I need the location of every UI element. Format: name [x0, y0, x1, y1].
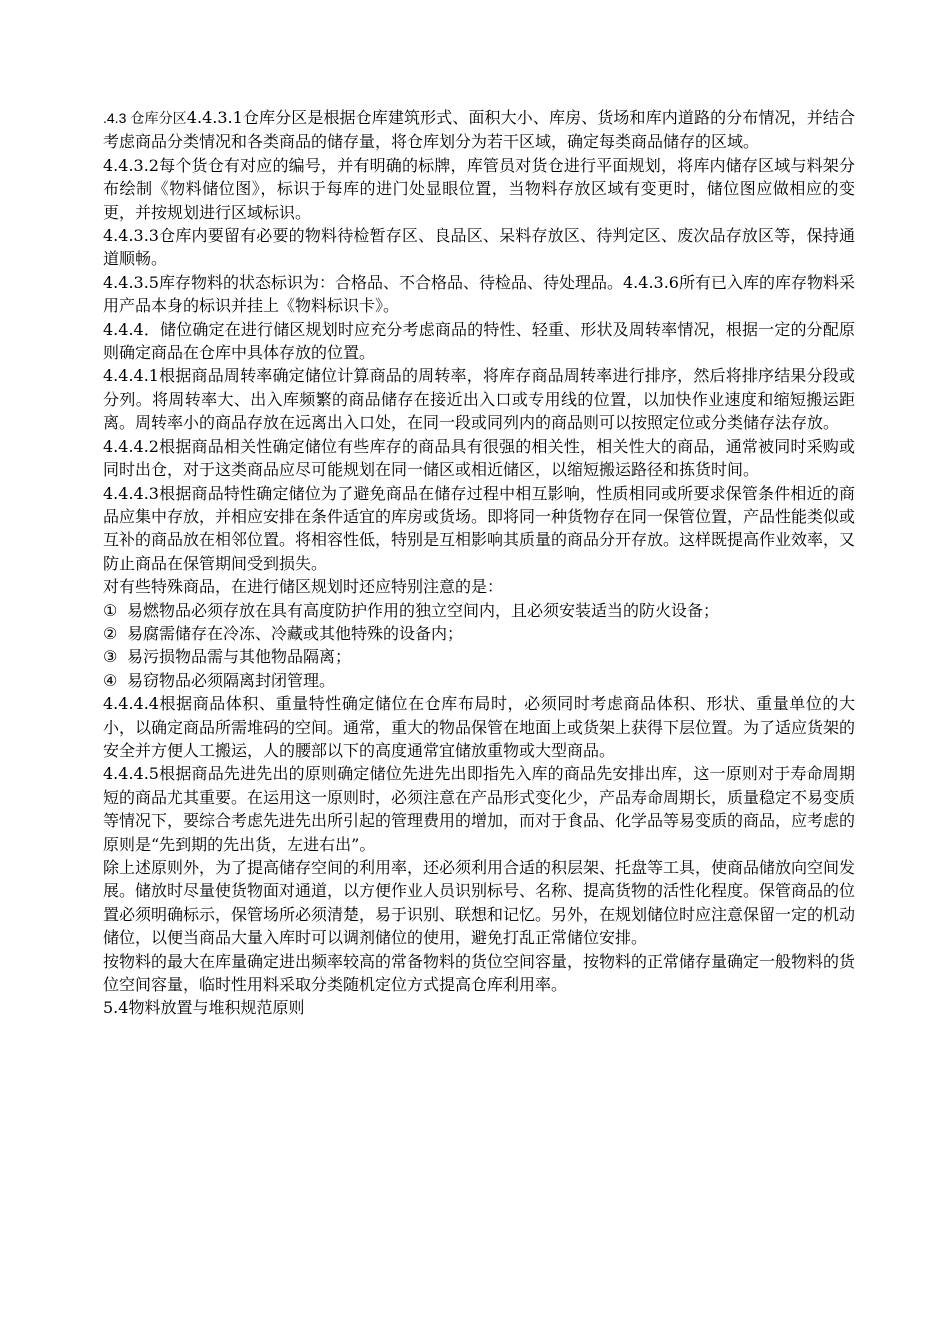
list-item-text: 易窃物品必须隔离封闭管理。	[127, 670, 336, 690]
list-marker: ④	[103, 670, 118, 690]
paragraph-correlation-rule: 4.4.4.2根据商品相关性确定储位有些库存的商品具有很强的相关性，相关性大的商品，通常被同时采购或同时出仓，对于这类商品应尽可能规划在同一储区或相近储区，以缩短搬运路径和拣货时间。	[103, 436, 855, 480]
paragraph-turnover-rule: 4.4.4.1根据商品周转率确定储位计算商品的周转率，将库存商品周转率进行排序，然后将排序结果分段或分列。将周转率大、出入库频繁的商品储存在接近出入口或专用线的位置，以加快作业速度和缩短搬运距离。周转率小的商品存放在远离出入口处，在同一段或同列内的商品则可以按照定位或分类储存法存放。	[103, 366, 855, 433]
section-prefix: .4.3 仓库分区	[103, 110, 187, 126]
document-body	[103, 106, 855, 1020]
paragraph-warehouse-zoning	[103, 106, 855, 154]
list-item	[103, 645, 855, 668]
paragraph-location-determination: 4.4.4．储位确定在进行储区规划时应充分考虑商品的特性、轻重、形状及周转率情况，根据一定的分配原则确定商品在仓库中具体存放的位置。	[103, 319, 855, 363]
list-marker: ①	[103, 600, 118, 620]
list-item-text: 易腐需储存在冷冻、冷藏或其他特殊的设备内；	[127, 623, 464, 643]
list-item	[103, 669, 855, 692]
list-item-text: 易燃物品必须存放在具有高度防护作用的独立空间内，且必须安装适当的防火设备；	[127, 600, 720, 620]
paragraph-fifo-rule: 4.4.4.5根据商品先进先出的原则确定储位先进先出即指先入库的商品先安排出库，这一原则对于寿命周期短的商品尤其重要。在运用这一原则时，必须注意在产品形式变化少，产品寿命周期长，质量稳定不易变质等情况下，要综合考虑先进先出所引起的管理费用的增加，而对于食品、化学品等易变质的商品，应考虑的原则是“先到期的先出货，左进右出”。	[103, 764, 856, 854]
paragraph-characteristics-rule: 4.4.4.3根据商品特性确定储位为了避免商品在储存过程中相互影响，性质相同或所要求保管条件相近的商品应集中存放，并相应安排在条件适宜的库房或货场。即将同一种货物存在同一保管位置，产品性能类似或互补的商品放在相邻位置。将相容性低，特别是互相影响其质量的商品分开存放。这样既提高作业效率，又防止商品在保管期间受到损失。	[103, 483, 856, 573]
section-heading-material-placement: 5.4物料放置与堆积规范原则	[103, 998, 305, 1018]
special-items-list	[103, 599, 855, 693]
paragraph-capacity-allocation: 按物料的最大在库量确定进出频率较高的常备物料的货位空间容量，按物料的正常储存量确定一般物料的货位空间容量，临时性用料采取分类随机定位方式提高仓库利用率。	[103, 951, 856, 995]
paragraph-warehouse-numbering: 4.4.3.2每个货仓有对应的编号，并有明确的标牌，库管员对货仓进行平面规划，将库内储存区域与料架分布绘制《物料储位图》，标识于每库的进门处显眼位置，当物料存放区域有变更时，储位图应做相应的变更，并按规划进行区域标识。	[103, 155, 855, 222]
paragraph-required-areas: 4.4.3.3仓库内要留有必要的物料待检暂存区、良品区、呆料存放区、待判定区、废次品存放区等，保持通道顺畅。	[103, 226, 855, 269]
list-item	[103, 622, 855, 645]
list-item-text: 易污损物品需与其他物品隔离；	[127, 647, 352, 667]
paragraph-status-labels: 4.4.3.5库存物料的状态标识为：合格品、不合格品、待检品、待处理品。4.4.3.6所有已入库的库存物料采用产品本身的标识并挂上《物料标识卡》。	[103, 272, 855, 316]
paragraph-text: 4.4.3.1仓库分区是根据仓库建筑形式、面积大小、库房、货场和库内道路的分布情况，并结合考虑商品分类情况和各类商品的储存量，将仓库划分为若干区域，确定每类商品储存的区域。	[103, 108, 855, 152]
paragraph-volume-weight-rule: 4.4.4.4根据商品体积、重量特性确定储位在仓库布局时，必须同时考虑商品体积、形状、重量单位的大小，以确定商品所需堆码的空间。通常，重大的物品保管在地面上或货架上获得下层位置。为了适应货架的安全并方便人工搬运，人的腰部以下的高度通常宜储放重物或大型商品。	[103, 694, 856, 760]
list-marker: ③	[103, 647, 118, 667]
paragraph-space-utilization: 除上述原则外，为了提高储存空间的利用率，还必须利用合适的积层架、托盘等工具，使商品储放向空间发展。储放时尽量使货物面对通道，以方便作业人员识别标号、名称、提高货物的活性化程度。保管商品的位置必须明确标示，保管场所必须清楚，易于识别、联想和记忆。另外，在规划储位时应注意保留一定的机动储位，以便当商品大量入库时可以调剂储位的使用，避免打乱正常储位安排。	[103, 858, 856, 948]
list-item	[103, 599, 855, 622]
list-marker: ②	[103, 623, 118, 643]
paragraph-special-intro: 对有些特殊商品，在进行储区规划时还应特别注意的是：	[103, 577, 504, 597]
